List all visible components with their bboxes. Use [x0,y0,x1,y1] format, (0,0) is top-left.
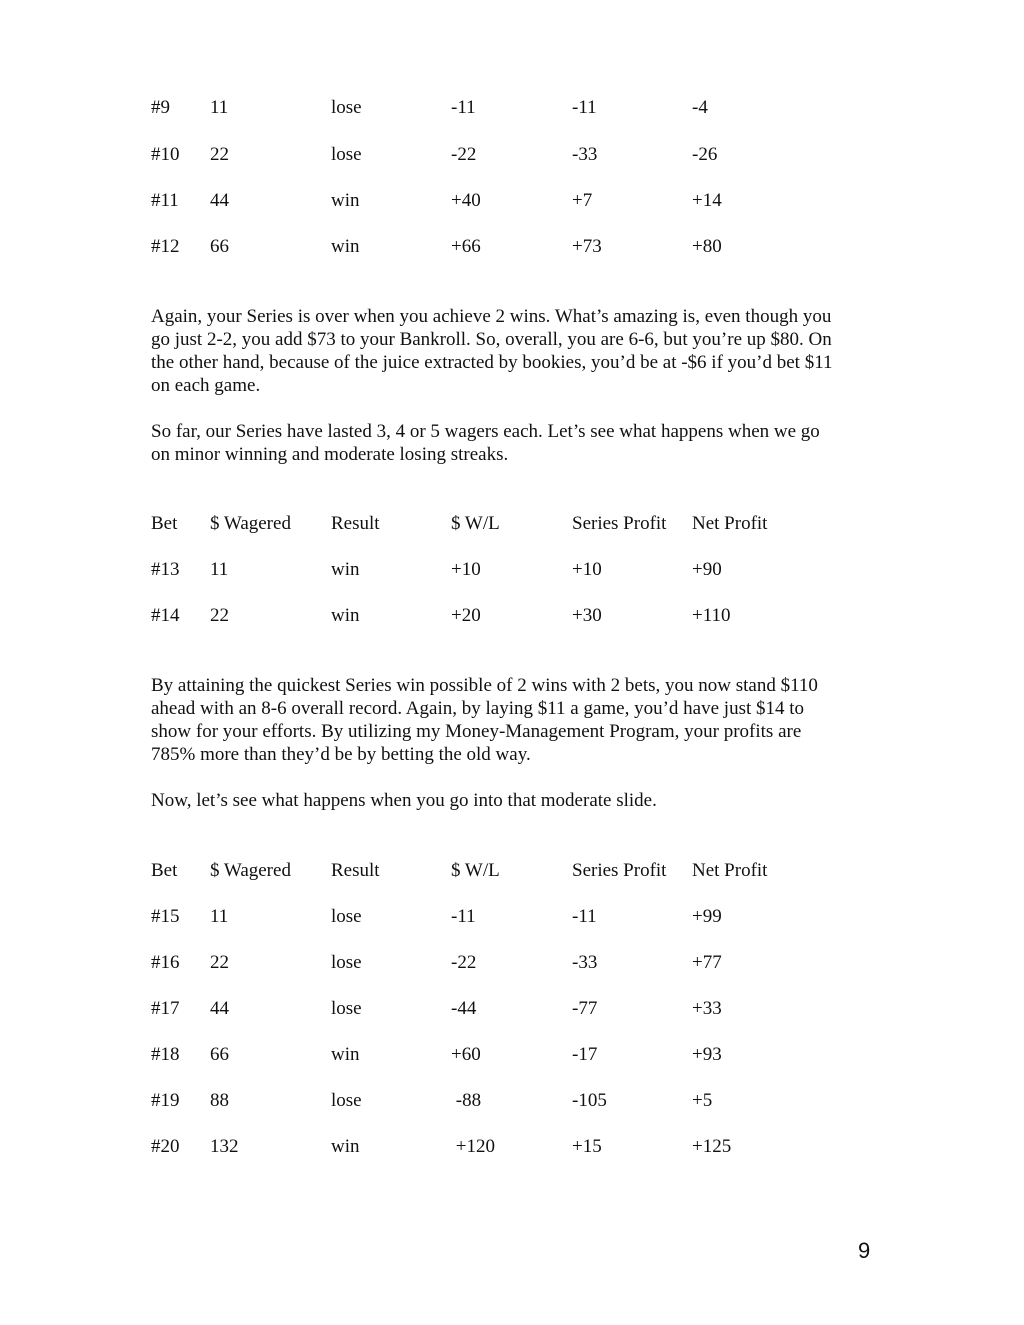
paragraph-line: 785% more than they’d be by betting the old way. [151,744,531,765]
wagered-cell: 11 [210,906,229,927]
result-cell: win [331,559,360,580]
win-loss-cell: -22 [451,952,477,973]
paragraph-line: show for your efforts. By utilizing my Money-Management Program, your profits are [151,721,802,742]
series-profit-cell: -33 [572,952,598,973]
win-loss-cell: +20 [451,605,481,626]
win-loss-cell: +10 [451,559,481,580]
column-header-win-loss: $ W/L [451,513,500,534]
paragraph-line: on minor winning and moderate losing streaks. [151,444,509,465]
paragraph-line: So far, our Series have lasted 3, 4 or 5 wagers each. Let’s see what happens when we go [151,421,820,442]
wagered-cell: 22 [210,605,229,626]
win-loss-cell: -44 [451,998,477,1019]
result-cell: lose [331,906,362,927]
bet-cell: #9 [151,97,170,118]
series-profit-cell: +7 [572,190,593,211]
paragraph [151,789,881,812]
win-loss-cell: +120 [451,1136,495,1157]
bet-cell: #10 [151,144,180,165]
result-cell: lose [331,952,362,973]
win-loss-cell: -22 [451,144,477,165]
win-loss-cell: +60 [451,1044,481,1065]
column-header-bet: Bet [151,513,178,534]
column-header-net-profit: Net Profit [692,513,768,534]
result-cell: win [331,1044,360,1065]
bet-cell: #12 [151,236,180,257]
bet-cell: #13 [151,559,180,580]
paragraph-line: go just 2-2, you add $73 to your Bankroll. So, overall, you are 6-6, but you’re up $80. On [151,329,832,350]
series-profit-cell: +30 [572,605,602,626]
column-header-series-profit: Series Profit [572,513,667,534]
paragraph-line: ahead with an 8-6 overall record. Again, by laying $11 a game, you’d have just $14 to [151,698,805,719]
column-header-wagered: $ Wagered [210,513,291,534]
wagered-cell: 44 [210,998,229,1019]
net-profit-cell: -26 [692,144,718,165]
wagered-cell: 11 [210,97,229,118]
series-profit-cell: -33 [572,144,598,165]
series-profit-cell: -77 [572,998,598,1019]
bet-cell: #18 [151,1044,180,1065]
result-cell: win [331,190,360,211]
net-profit-cell: +99 [692,906,722,927]
win-loss-cell: -88 [451,1090,482,1111]
paragraph [151,674,881,766]
result-cell: win [331,236,360,257]
result-cell: lose [331,998,362,1019]
bet-cell: #19 [151,1090,180,1111]
column-header-win-loss: $ W/L [451,860,500,881]
wagered-cell: 22 [210,144,229,165]
net-profit-cell: +110 [692,605,731,626]
wagered-cell: 132 [210,1136,239,1157]
series-profit-cell: -11 [572,906,597,927]
series-profit-cell: +10 [572,559,602,580]
page-number: 9 [858,1238,871,1263]
wagered-cell: 11 [210,559,229,580]
result-cell: win [331,1136,360,1157]
net-profit-cell: +80 [692,236,722,257]
series-profit-cell: +73 [572,236,602,257]
net-profit-cell: +77 [692,952,722,973]
net-profit-cell: +14 [692,190,722,211]
net-profit-cell: +5 [692,1090,713,1111]
wagered-cell: 44 [210,190,229,211]
column-header-series-profit: Series Profit [572,860,667,881]
series-profit-cell: -17 [572,1044,598,1065]
paragraph-line: By attaining the quickest Series win possible of 2 wins with 2 bets, you now stand $110 [151,675,818,696]
column-header-wagered: $ Wagered [210,860,291,881]
win-loss-cell: -11 [451,97,476,118]
wagered-cell: 88 [210,1090,229,1111]
series-profit-cell: +15 [572,1136,602,1157]
bet-cell: #20 [151,1136,180,1157]
win-loss-cell: +40 [451,190,481,211]
result-cell: lose [331,1090,362,1111]
column-header-net-profit: Net Profit [692,860,768,881]
column-header-bet: Bet [151,860,178,881]
net-profit-cell: +33 [692,998,722,1019]
paragraph-line: Again, your Series is over when you achieve 2 wins. What’s amazing is, even though you [151,306,832,327]
wagered-cell: 66 [210,236,229,257]
wagered-cell: 66 [210,1044,229,1065]
paragraph [151,305,881,397]
win-loss-cell: -11 [451,906,476,927]
wagered-cell: 22 [210,952,229,973]
series-profit-cell: -105 [572,1090,607,1111]
result-cell: lose [331,144,362,165]
net-profit-cell: +125 [692,1136,732,1157]
result-cell: lose [331,97,362,118]
net-profit-cell: -4 [692,97,708,118]
paragraph-line: Now, let’s see what happens when you go into that moderate slide. [151,790,657,811]
win-loss-cell: +66 [451,236,481,257]
bet-cell: #16 [151,952,180,973]
paragraph-line: the other hand, because of the juice extracted by bookies, you’d be at -$6 if you’d bet $11 [151,352,833,373]
bet-cell: #14 [151,605,180,626]
result-cell: win [331,605,360,626]
bet-cell: #15 [151,906,180,927]
series-profit-cell: -11 [572,97,597,118]
net-profit-cell: +90 [692,559,722,580]
column-header-result: Result [331,860,380,881]
bet-cell: #17 [151,998,180,1019]
net-profit-cell: +93 [692,1044,722,1065]
paragraph-line: on each game. [151,375,261,396]
column-header-result: Result [331,513,380,534]
paragraph [151,420,881,466]
bet-cell: #11 [151,190,179,211]
